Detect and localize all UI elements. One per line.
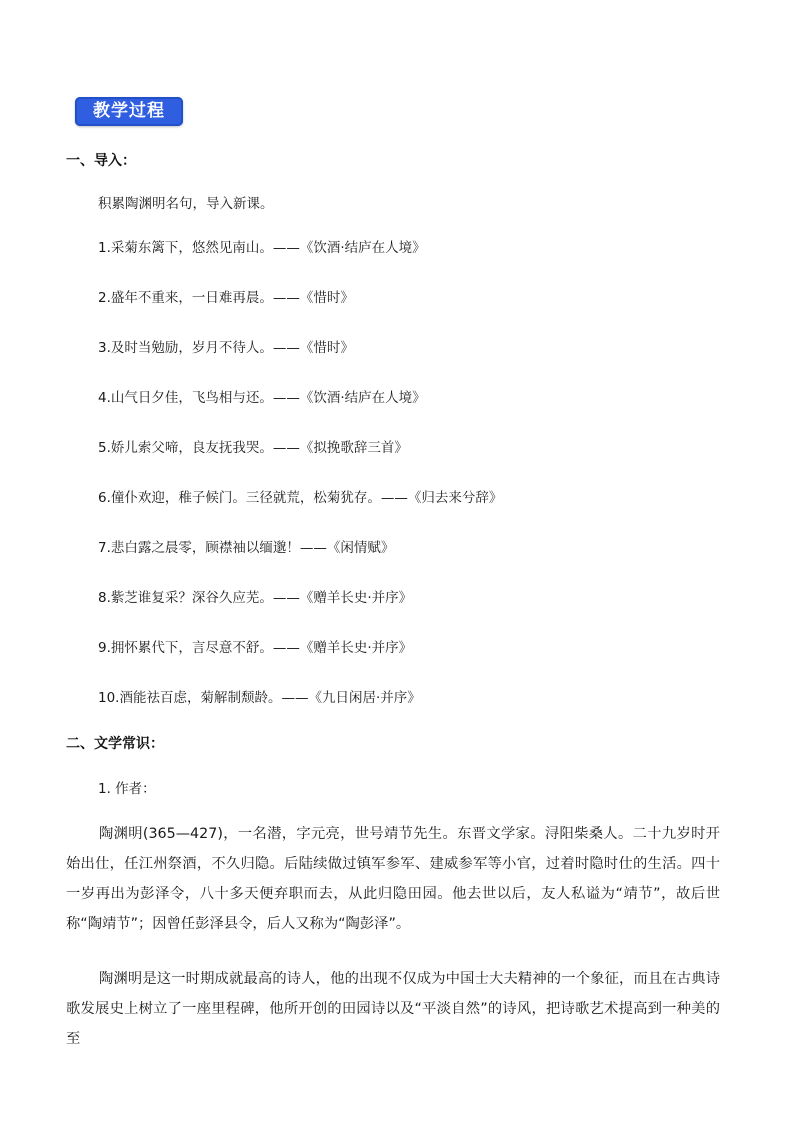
quote-line: 5.娇儿索父啼，良友抚我哭。——《拟挽歌辞三首》 bbox=[98, 440, 408, 456]
author-subheading: 1. 作者： bbox=[98, 781, 156, 797]
quote-line: 2.盛年不重来，一日难再晨。——《惜时》 bbox=[98, 290, 354, 306]
quote-line: 6.僮仆欢迎，稚子候门。三径就荒，松菊犹存。——《归去来兮辞》 bbox=[98, 490, 503, 506]
quote-line: 7.悲白露之晨零，顾襟袖以缅邈！——《闲情赋》 bbox=[98, 540, 395, 556]
intro-line: 积累陶渊明名句，导入新课。 bbox=[98, 196, 274, 212]
quote-line: 10.酒能祛百虑，菊解制颓龄。——《九日闲居·并序》 bbox=[98, 690, 421, 706]
quote-line: 8.紫芝谁复采？深谷久应芜。——《赠羊长史·并序》 bbox=[98, 590, 413, 606]
poet-paragraph: 陶渊明是这一时期成就最高的诗人，他的出现不仅成为中国士大夫精神的一个象征，而且在古典诗歌发展史上树立了一座里程碑，他所开创的田园诗以及“平淡自然”的诗风，把诗歌艺术提高到一种美的至 bbox=[66, 971, 720, 1047]
section-badge: 教学过程 bbox=[75, 97, 183, 126]
quote-line: 9.拥怀累代下，言尽意不舒。——《赠羊长史·并序》 bbox=[98, 640, 413, 656]
quote-line: 3.及时当勉励，岁月不待人。——《惜时》 bbox=[98, 340, 354, 356]
section-2-heading: 二、文学常识： bbox=[66, 736, 164, 752]
quote-line: 1.采菊东篱下，悠然见南山。——《饮酒·结庐在人境》 bbox=[98, 240, 426, 256]
author-paragraph: 陶渊明(365—427)，一名潜，字元亮，世号靖节先生。东晋文学家。浔阳柴桑人。二十九岁时开始出仕，任江州祭酒，不久归隐。后陆续做过镇军参军、建威参军等小官，过着时隐时仕的生活。四十一岁再出为彭泽令，八十多天便弃职而去，从此归隐田园。他去世以后，友人私谥为“靖节”，故后世称“陶靖节”；因曾任彭泽县令，后人又称为“陶彭泽”。 bbox=[66, 826, 720, 932]
quote-line: 4.山气日夕佳，飞鸟相与还。——《饮酒·结庐在人境》 bbox=[98, 390, 426, 406]
section-1-heading: 一、导入： bbox=[66, 153, 136, 169]
